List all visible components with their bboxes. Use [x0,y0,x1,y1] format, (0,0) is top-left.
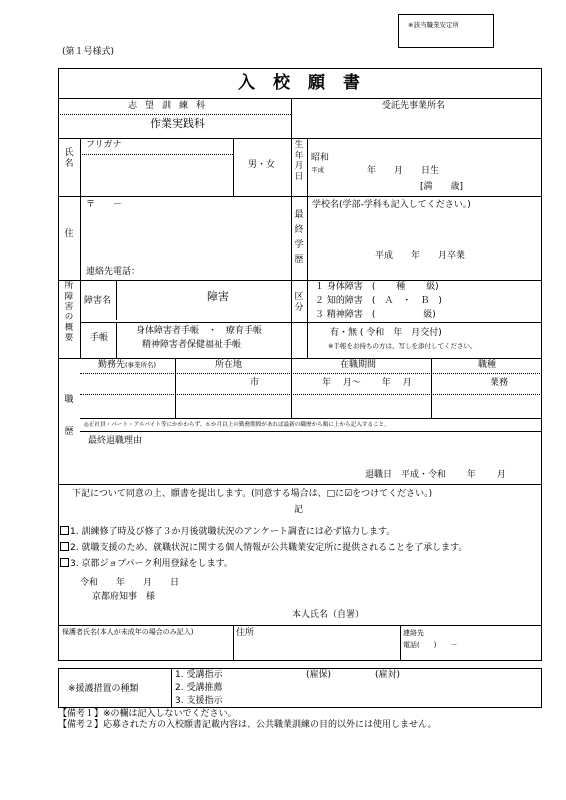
birth-date-fields[interactable]: 年 月 日生 [367,166,440,176]
office-note: ※該当職業安定所 [408,21,459,29]
support-label: ※援護措置の種類 [68,684,139,694]
course-label: 志望訓練科 [128,101,214,111]
handbook-label: 手帳 [90,333,109,343]
class-intellectual[interactable]: ２ 知的障害 ( Ａ ・ Ｂ ) [315,296,442,306]
disability-name-label: 障害名 [84,296,112,306]
period-field[interactable]: 年 月～ 年 月 [322,378,412,388]
disability-name-value[interactable]: 障害 [207,290,229,303]
consent-item-3[interactable]: 3. 京都ジョブパーク利用登録をします。 [60,558,233,569]
guardian-name-label: 保護者氏名(本人が未成年の場合のみ記入) [62,628,194,636]
col-location: 所在地 [215,360,243,370]
handbook-types[interactable]: 身体障害者手帳 ・ 療育手帳 [136,326,263,336]
address-label: 住所 [64,229,74,291]
retirement-date[interactable]: 退職日 平成・令和 年 月 [365,470,506,480]
city-field[interactable]: 市 [250,378,260,388]
phone-field[interactable]: 連絡先電話： [86,267,141,277]
remark-1: 【備考１】※の欄は記入しないでください。 [58,709,237,719]
birth-label: 生年月日 [294,140,304,182]
duties-field[interactable]: 業務 [490,378,509,388]
career-label: 職歴 [64,395,74,437]
age-field[interactable]: [満 歳] [420,182,464,192]
handbook-mental[interactable]: 精神障害者保健福祉手帳 [142,340,242,350]
col-employer: 勤務先(事業所名) [98,360,157,370]
gender-choice[interactable]: 男・女 [248,160,276,170]
signature-label: 本人氏名（自署） [292,610,365,620]
retirement-reason-label: 最終退職理由 [88,436,143,446]
support-item-2[interactable]: 2. 受講推薦 [175,683,223,693]
checkbox-2[interactable] [60,542,69,551]
course-value[interactable]: 作業実践科 [150,117,205,130]
col-employer-note: (事業所名) [125,361,157,369]
school-name-field[interactable]: 学校名(学部-学科も記入してください。) [312,200,471,210]
col-period: 在職期間 [340,360,377,370]
disability-label: 障害の概要 [64,292,74,343]
entrusted-label: 受託先事業所名 [382,101,446,111]
signing-date[interactable]: 令和 年 月 日 [80,578,180,588]
support-item-1-b[interactable]: (雇対) [375,670,401,680]
guardian-contact-label: 連絡先 [403,629,424,637]
guardian-address-label: 住所 [236,628,255,638]
handbook-copy-note: ※手帳をお持ちの方は、写しを添付してください。 [328,342,477,350]
addressee: 京都府知事 様 [92,592,156,602]
graduation-date[interactable]: 平成 年 月卒業 [375,251,466,261]
checkbox-1[interactable] [60,526,69,535]
name-label: 氏名 [64,148,74,170]
consent-item-1[interactable]: 1. 訓練修了時及び修了３か月後就職状況のアンケート調査には必ず協力します。 [60,526,395,537]
class-label: 区分 [294,292,304,314]
col-job: 職種 [478,360,497,370]
page-title: 入校願書 [238,73,378,93]
consent-item-2[interactable]: 2. 就職支援のため、就職状況に関する個人情報が公共職業安定所に提供されることを了承します。 [60,542,467,553]
consent-intro: 下記について同意の上、願書を提出します。(同意する場合は、□に☑をつけてください。) [72,489,433,499]
class-physical[interactable]: １ 身体障害 ( 種 級) [315,282,439,292]
era-heisei: 平成 [311,166,324,174]
handbook-issued[interactable]: 有・無 ( 令和 年 月交付) [330,328,442,338]
career-note: ◎正社員・パート・アルバイト等にかかわらず、６か月以上の勤務期間があれば最新の職歴から順に上から記入すること。 [84,422,390,428]
era-showa: 昭和 [311,153,330,163]
support-item-3[interactable]: 3. 支援指示 [175,696,223,706]
education-label: 最終学歴 [294,210,304,265]
remark-2: 【備考２】応募された方の入校願書記載内容は、公共職業訓練の目的以外には使用しません。 [58,720,437,730]
furigana-label: フリガナ [86,140,122,150]
form-number: (第１号様式) [62,47,115,57]
class-mental[interactable]: ３ 精神障害 ( 級) [315,310,436,320]
consent-ki: 記 [294,505,304,515]
postal-code[interactable]: 〒 － [86,200,123,210]
office-box [398,14,494,48]
support-item-1-a[interactable]: (雇保) [306,670,332,680]
support-item-1[interactable]: 1. 受講指示 [175,670,223,680]
guardian-phone-field[interactable]: 電話( ) － [403,641,458,649]
checkbox-3[interactable] [60,558,69,567]
